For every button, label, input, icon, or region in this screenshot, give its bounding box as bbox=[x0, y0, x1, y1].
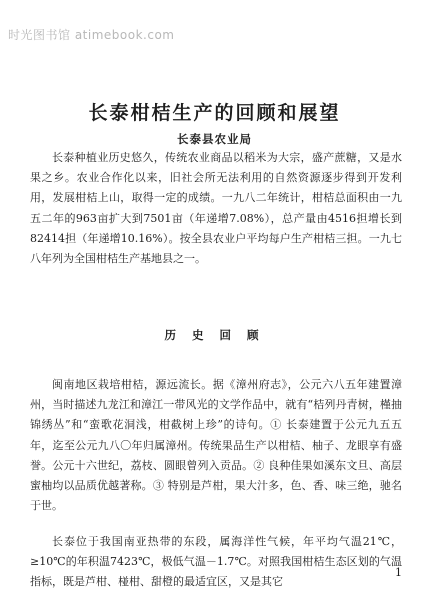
page-number: 1 bbox=[395, 566, 402, 579]
section-heading: 历 史 回 顾 bbox=[164, 328, 265, 342]
paragraph-intro: 长泰种植业历史悠久，传统农业商品以稻米为大宗，盛产蔗糖，又是水果之乡。农业合作化以来，旧社会所无法利用的自然资源逐步得到开发利用，发展柑桔上山，取得一定的成绩。一九八二年统计，柑桔总面积由一九五二年的963亩扩大到7501亩（年递增7.08%），总产量由4516担增长到82414担（年递增10.16%）。按全县农业户平均每户生产柑桔三担。一九七八年列为全国柑桔生产基地县之一。 bbox=[30, 151, 402, 266]
paragraph-history: 闽南地区栽培柑桔，源远流长。据《漳州府志》，公元六八五年建置漳州，当时描述九龙江和漳江一带风光的文学作品中，就有“桔列丹青树，槿抽锦绣丛”和“蛮歌花洞浅，柑截树上珍”的诗句。① 长泰建置于公元九五五年，迄至公元九八〇年归属漳州。传统果品生产以柑桔、柚子、龙眼享有盛誉。公元十六世纪，荔枝、圆眼曾列入贡品。② 良种佳果如溪东文旦、高层蜜柚均以品质优越著称。③ 特别是芦柑，果大汁多，色、香、味三绝，驰名于世。 bbox=[30, 378, 402, 513]
paragraph-climate: 长泰位于我国南亚热带的东段，属海洋性气候，年平均气温21℃，≥10℃的年积温7423℃，极低气温－1.7℃。对照我国柑桔生态区划的气温指标，既是芦柑、椪柑、甜橙的最适宜区，又是其它 bbox=[30, 535, 402, 589]
page-title: 长泰柑桔生产的回顾和展望 bbox=[88, 102, 341, 124]
watermark: 时光图书馆 atimebook.com bbox=[8, 28, 175, 42]
author-line: 长泰县农业局 bbox=[177, 132, 252, 146]
